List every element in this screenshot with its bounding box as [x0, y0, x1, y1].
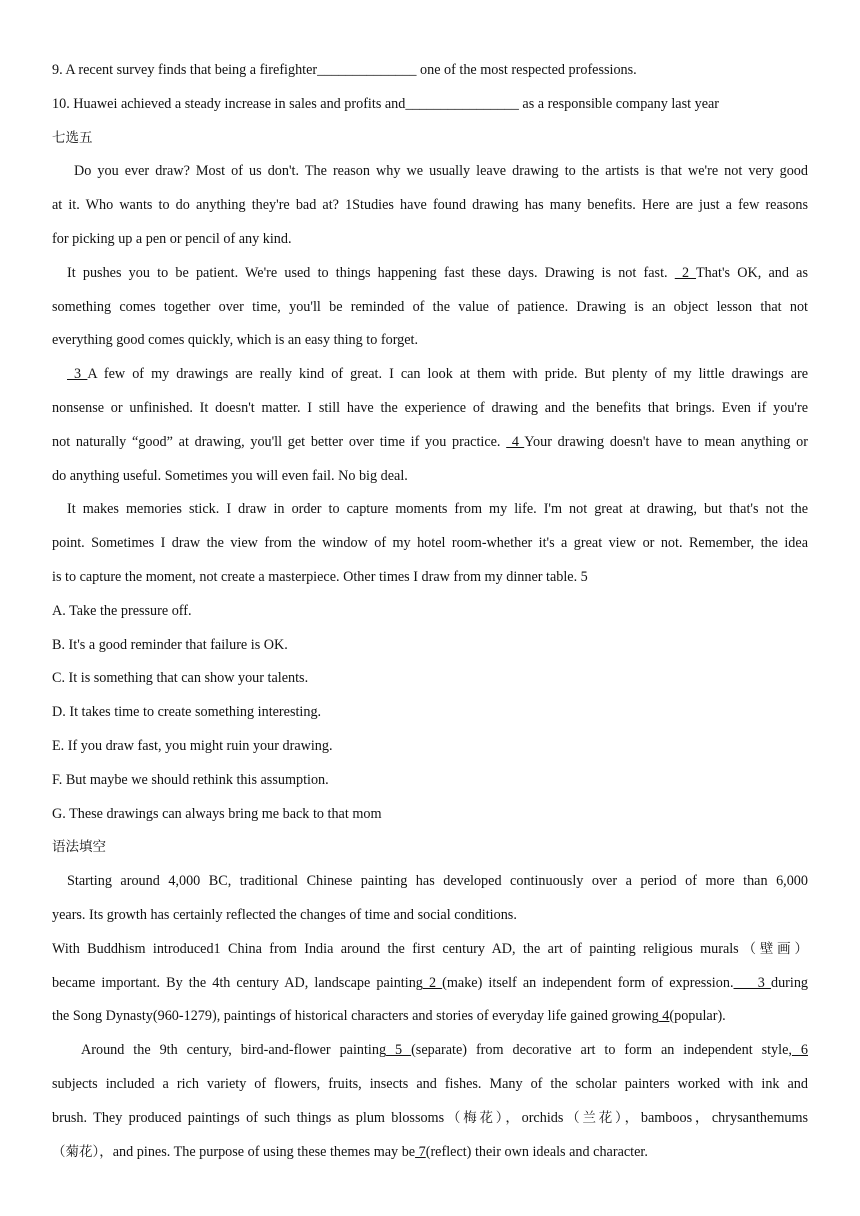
text-segment: not naturally “good” at drawing, you'll get better over time if you practice.	[52, 433, 507, 450]
text-segment: 语法填空	[52, 839, 106, 856]
blank-number: 4	[658, 1008, 670, 1025]
text-segment: subjects included a rich variety of flowers, fruits, insects and fishes. Many of the scholar painters worked with ink and	[52, 1075, 808, 1092]
text-line	[52, 465, 808, 499]
text-line	[52, 938, 808, 972]
text-segment: 七选五	[52, 129, 93, 146]
blank-number: 5	[386, 1042, 412, 1059]
text-segment: (make) itself an independent form of expression.	[442, 974, 734, 991]
text-line	[52, 1107, 808, 1141]
text-segment: became important. By the 4th century AD, landscape painting	[52, 974, 423, 991]
text-line	[52, 566, 808, 600]
text-segment: With Buddhism introduced1 China from India around the first century AD, the art of painting religious murals	[52, 940, 739, 957]
text-segment: something comes together over time, you'll be reminded of the value of patience. Drawing is an object lesson that not	[52, 298, 808, 315]
text-line	[52, 769, 808, 803]
blank-number: 2	[422, 974, 443, 991]
text-segment: （菊花），	[52, 1143, 113, 1160]
text-segment: and pines. The purpose of using these themes may be	[112, 1143, 416, 1160]
text-line	[52, 397, 808, 431]
text-line	[52, 262, 808, 296]
blank-number: 2	[674, 264, 696, 281]
text-line	[52, 701, 808, 735]
text-segment: orchids	[521, 1109, 564, 1126]
text-line	[52, 1039, 808, 1073]
text-line	[52, 329, 808, 363]
text-segment: B. It's a good reminder that failure is OK.	[52, 636, 288, 653]
text-segment: brush. They produced paintings of such things as plum blossoms	[52, 1109, 445, 1126]
text-segment: everything good comes quickly, which is an easy thing to forget.	[52, 332, 419, 349]
text-line	[52, 160, 808, 194]
blank-number: 4	[506, 433, 525, 450]
text-segment: for picking up a pen or pencil of any kind.	[52, 230, 292, 247]
text-line	[52, 194, 808, 228]
text-line	[52, 600, 808, 634]
text-line	[52, 972, 808, 1006]
text-line	[52, 803, 808, 837]
text-segment: do anything useful. Sometimes you will even fail. No big deal.	[52, 467, 408, 484]
text-segment: Around the 9th century, bird-and-flower painting	[81, 1042, 387, 1059]
text-segment: C. It is something that can show your talents.	[52, 670, 309, 687]
text-segment: That's OK, and as	[696, 264, 808, 281]
text-segment: bamboos，chrysanthemums	[640, 1109, 809, 1126]
blank-number: 7	[415, 1143, 426, 1160]
text-segment: A. Take the pressure off.	[52, 602, 192, 619]
text-segment: （兰花），	[563, 1109, 641, 1126]
text-segment: Your drawing doesn't have to mean anything or	[524, 433, 808, 450]
text-line	[52, 532, 808, 566]
text-line	[52, 498, 808, 532]
text-segment: It pushes you to be patient. We're used to things happening fast these days. Drawing is not fast.	[67, 264, 675, 281]
text-segment: the Song Dynasty(960-1279), paintings of historical characters and stories of everyday life gained growing	[52, 1008, 659, 1025]
text-line	[52, 59, 808, 93]
text-line	[52, 735, 808, 769]
text-line	[52, 363, 808, 397]
text-segment: is to capture the moment, not create a masterpiece. Other times I draw from my dinner table. 5	[52, 568, 588, 585]
text-segment: years. Its growth has certainly reflected the changes of time and social conditions.	[52, 906, 517, 923]
blank-number: 6	[791, 1042, 809, 1059]
text-segment: 10. Huawei achieved a steady increase in sales and profits and________________ as a responsible company last year	[52, 95, 720, 112]
text-segment: G. These drawings can always bring me back to that mom	[52, 805, 382, 822]
text-segment: (reflect) their own ideals and character.	[425, 1143, 648, 1160]
text-segment: Starting around 4,000 BC, traditional Chinese painting has developed continuously over a period of more than 6,000	[67, 873, 808, 890]
text-segment: (separate) from decorative art to form an independent style,	[411, 1042, 792, 1059]
text-line	[52, 904, 808, 938]
text-line	[52, 1141, 808, 1175]
text-segment: (popular).	[669, 1008, 726, 1025]
text-line	[52, 836, 808, 870]
text-line	[52, 667, 808, 701]
text-segment: during	[770, 974, 809, 991]
text-segment: （梅花），	[444, 1109, 522, 1126]
text-line	[52, 870, 808, 904]
text-segment: at it. Who wants to do anything they're bad at? 1Studies have found drawing has many benefits. Here are just a few reasons	[52, 197, 808, 214]
text-line	[52, 93, 808, 127]
text-segment: （壁画）	[738, 940, 808, 957]
blank-number: 3	[67, 366, 88, 383]
blank-number: 3	[733, 974, 771, 991]
text-segment: D. It takes time to create something interesting.	[52, 704, 322, 721]
text-line	[52, 127, 808, 161]
text-line	[52, 634, 808, 668]
text-line	[52, 431, 808, 465]
text-line	[52, 1005, 808, 1039]
text-segment: A few of my drawings are really kind of great. I can look at them with pride. But plenty of my little drawings are	[87, 366, 809, 383]
text-segment: E. If you draw fast, you might ruin your drawing.	[52, 737, 333, 754]
text-line	[52, 296, 808, 330]
text-line	[52, 1073, 808, 1107]
text-segment: It makes memories stick. I draw in order to capture moments from my life. I'm not great at drawing, but that's not the	[67, 501, 808, 518]
text-segment: F. But maybe we should rethink this assumption.	[52, 771, 329, 788]
text-segment: point. Sometimes I draw the view from the window of my hotel room-whether it's a great view or not. Remember, the idea	[52, 535, 808, 552]
text-segment: nonsense or unfinished. It doesn't matter. I still have the experience of drawing and the benefits that brings. Even if you're	[52, 399, 808, 416]
text-segment: 9. A recent survey finds that being a firefighter______________ one of the most respected professions.	[52, 62, 637, 78]
document-page	[52, 59, 808, 1174]
text-line	[52, 228, 808, 262]
text-segment: Do you ever draw? Most of us don't. The reason why we usually leave drawing to the artists is that we're not very good	[74, 163, 808, 180]
